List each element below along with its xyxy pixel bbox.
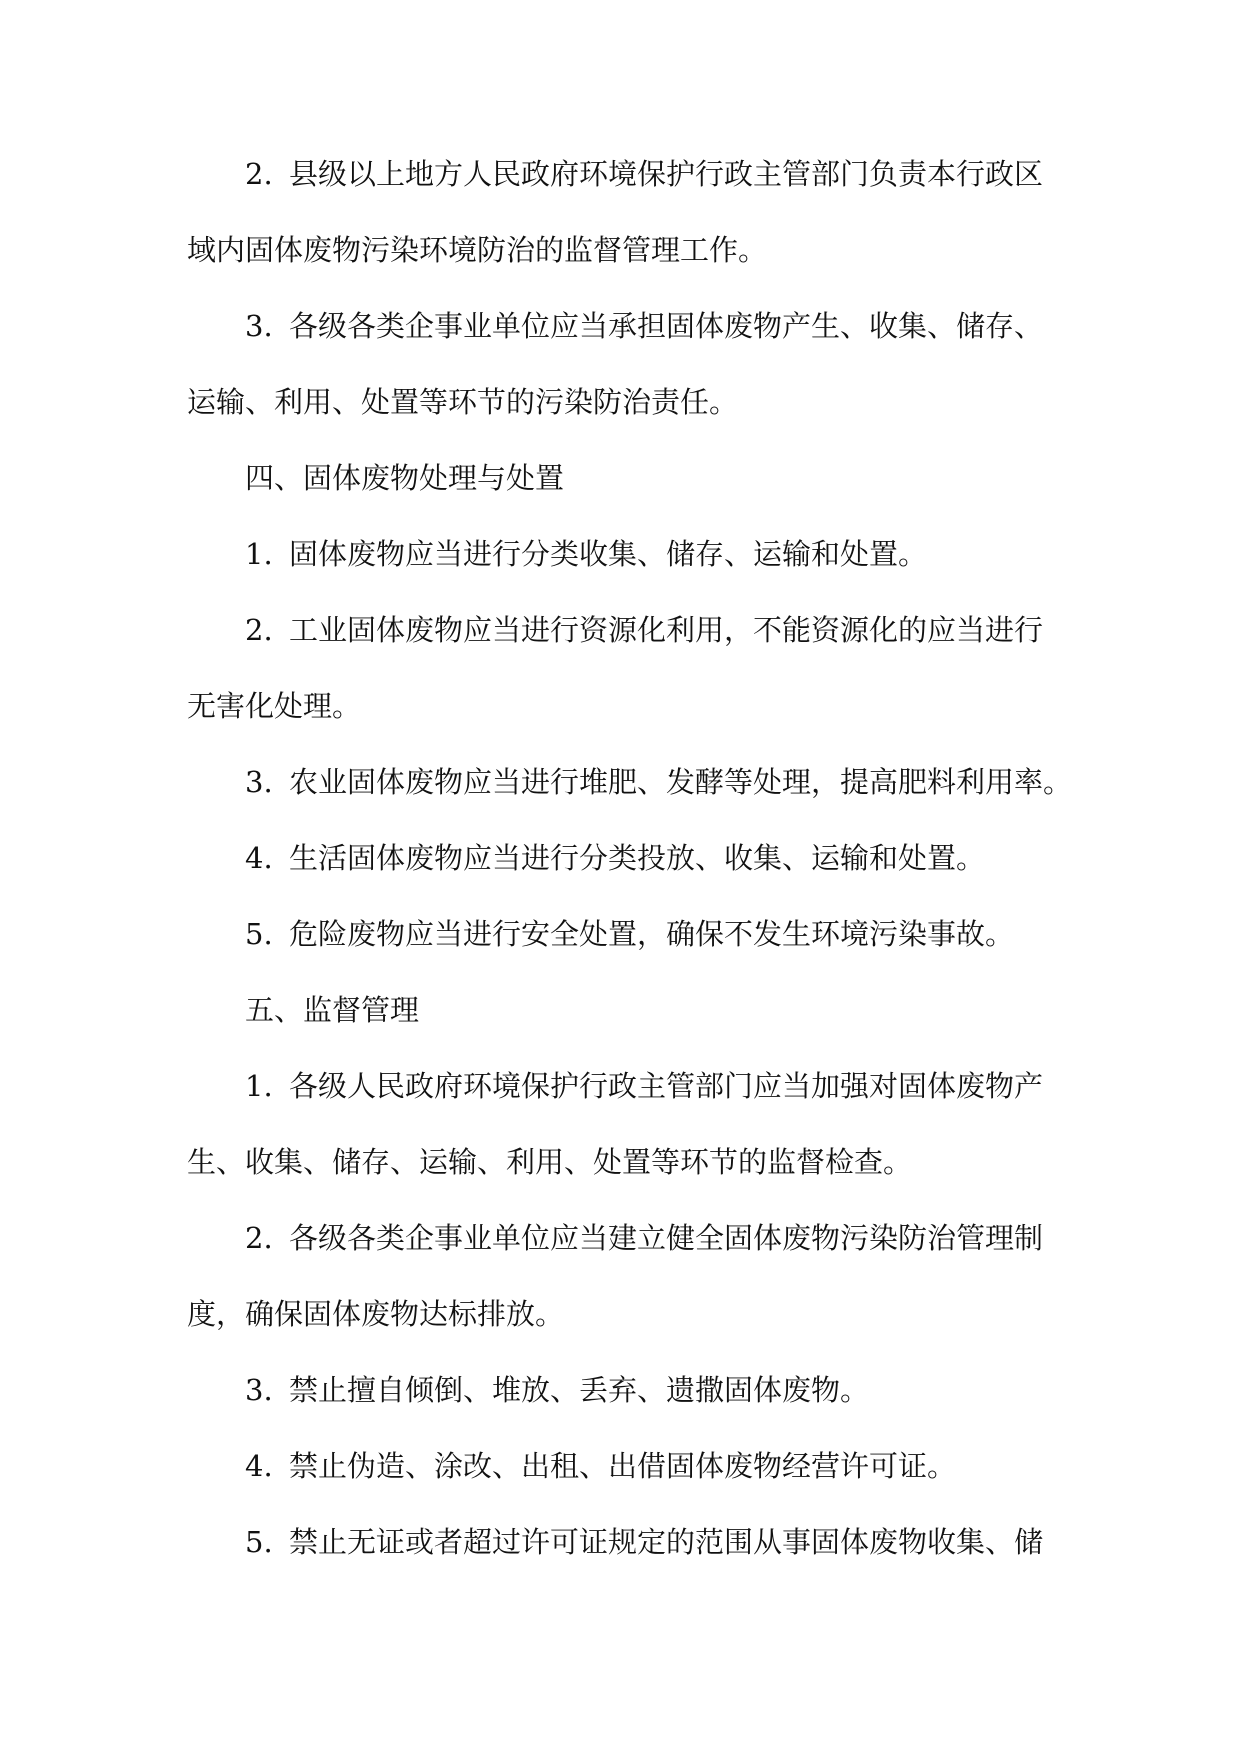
- paragraph-line: [187, 905, 1055, 981]
- item-number: 1.: [245, 537, 273, 571]
- paragraph-line: [187, 145, 1055, 221]
- paragraph-line: [187, 1437, 1055, 1513]
- heading-text: 五、监督管理: [245, 993, 420, 1027]
- section-heading: [187, 981, 1055, 1057]
- item-number: 3.: [245, 309, 273, 343]
- paragraph-line: [187, 297, 1055, 373]
- paragraph-line: [187, 525, 1055, 601]
- paragraph-line: [187, 1209, 1055, 1285]
- item-number: 2.: [245, 613, 273, 647]
- section-heading: [187, 449, 1055, 525]
- paragraph-line: [187, 373, 1055, 449]
- paragraph-line: [187, 1057, 1055, 1133]
- item-number: 2.: [245, 1221, 273, 1255]
- line-text: 禁止擅自倾倒、堆放、丢弃、遗撒固体废物。: [289, 1373, 870, 1407]
- line-text: 工业固体废物应当进行资源化利用，不能资源化的应当进行: [289, 613, 1044, 647]
- line-text: 固体废物应当进行分类收集、储存、运输和处置。: [289, 537, 928, 571]
- line-text: 度，确保固体废物达标排放。: [187, 1297, 565, 1331]
- item-number: 5.: [245, 1525, 273, 1559]
- line-text: 禁止无证或者超过许可证规定的范围从事固体废物收集、储: [289, 1525, 1044, 1559]
- paragraph-line: [187, 601, 1055, 677]
- paragraph-line: [187, 1133, 1055, 1209]
- item-number: 5.: [245, 917, 273, 951]
- paragraph-line: [187, 829, 1055, 905]
- item-number: 3.: [245, 1373, 273, 1407]
- paragraph-line: [187, 221, 1055, 297]
- paragraph-line: [187, 1285, 1055, 1361]
- item-number: 4.: [245, 841, 273, 875]
- line-text: 危险废物应当进行安全处置，确保不发生环境污染事故。: [289, 917, 1015, 951]
- line-text: 运输、利用、处置等环节的污染防治责任。: [187, 385, 739, 419]
- line-text: 各级各类企事业单位应当承担固体废物产生、收集、储存、: [289, 309, 1044, 343]
- line-text: 禁止伪造、涂改、出租、出借固体废物经营许可证。: [289, 1449, 957, 1483]
- line-text: 各级人民政府环境保护行政主管部门应当加强对固体废物产: [289, 1069, 1044, 1103]
- line-text: 各级各类企事业单位应当建立健全固体废物污染防治管理制: [289, 1221, 1044, 1255]
- line-text: 农业固体废物应当进行堆肥、发酵等处理，提高肥料利用率。: [289, 765, 1073, 799]
- paragraph-line: [187, 1513, 1055, 1589]
- line-text: 域内固体废物污染环境防治的监督管理工作。: [187, 233, 768, 267]
- item-number: 4.: [245, 1449, 273, 1483]
- line-text: 县级以上地方人民政府环境保护行政主管部门负责本行政区: [289, 157, 1044, 191]
- heading-text: 四、固体废物处理与处置: [245, 461, 565, 495]
- paragraph-line: [187, 753, 1073, 829]
- item-number: 1.: [245, 1069, 273, 1103]
- document-body: [187, 145, 1073, 1589]
- line-text: 生活固体废物应当进行分类投放、收集、运输和处置。: [289, 841, 986, 875]
- item-number: 3.: [245, 765, 273, 799]
- line-text: 生、收集、储存、运输、利用、处置等环节的监督检查。: [187, 1145, 913, 1179]
- line-text: 无害化处理。: [187, 689, 362, 723]
- paragraph-line: [187, 677, 1055, 753]
- item-number: 2.: [245, 157, 273, 191]
- paragraph-line: [187, 1361, 1055, 1437]
